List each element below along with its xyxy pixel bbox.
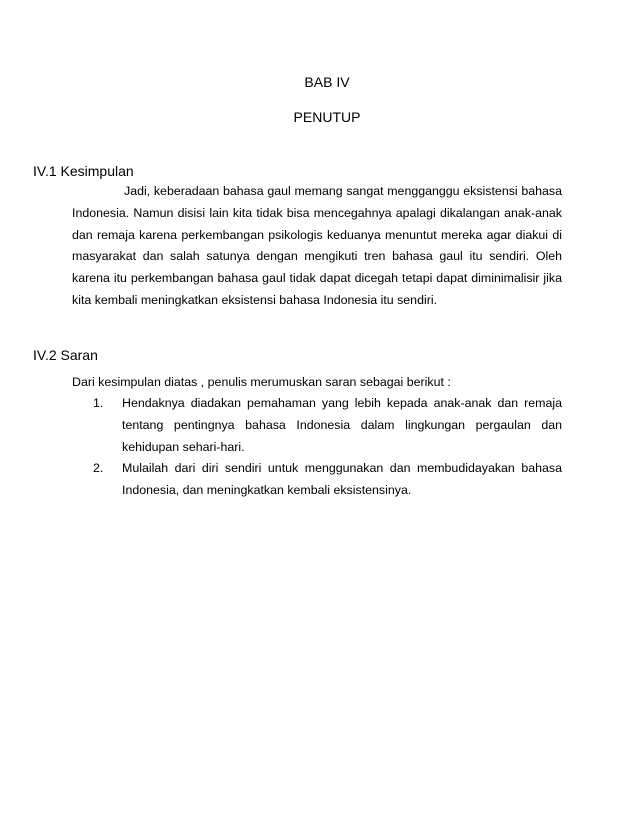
list-item-number: 2. xyxy=(93,461,104,475)
conclusion-paragraph xyxy=(72,181,562,312)
list-item-text: Hendaknya diadakan pemahaman yang lebih kepada anak-anak dan remaja tentang pentingnya bahasa Indonesia dalam lingkungan pergaulan dan kehidupan sehari-hari. xyxy=(122,396,562,454)
section-heading-saran: IV.2 Saran xyxy=(33,347,98,363)
suggestion-intro: Dari kesimpulan diatas , penulis merumuskan saran sebagai berikut : xyxy=(72,375,451,389)
conclusion-text: Jadi, keberadaan bahasa gaul memang sangat mengganggu eksistensi bahasa Indonesia. Namun disisi lain kita tidak bisa mencegahnya apalagi dikalangan anak-anak dan remaja karena perkembangan psikologis keduanya menuntut mereka agar diakui di masyarakat dan salah satunya dengan mengikuti tren bahasa gaul itu sendiri. Oleh karena itu perkembangan bahasa gaul tidak dapat dicegah tetapi dapat diminimalisir jika kita kembali meningkatkan eksistensi bahasa Indonesia itu sendiri. xyxy=(72,184,562,307)
chapter-label: BAB IV xyxy=(304,74,350,90)
list-item-text: Mulailah dari diri sendiri untuk menggunakan dan membudidayakan bahasa Indonesia, dan meningkatkan kembali eksistensinya. xyxy=(122,461,562,497)
list-item xyxy=(72,458,562,502)
chapter-title: PENUTUP xyxy=(293,109,361,125)
section-heading-kesimpulan: IV.1 Kesimpulan xyxy=(33,163,134,179)
list-item-number: 1. xyxy=(93,396,104,410)
list-item xyxy=(72,393,562,458)
